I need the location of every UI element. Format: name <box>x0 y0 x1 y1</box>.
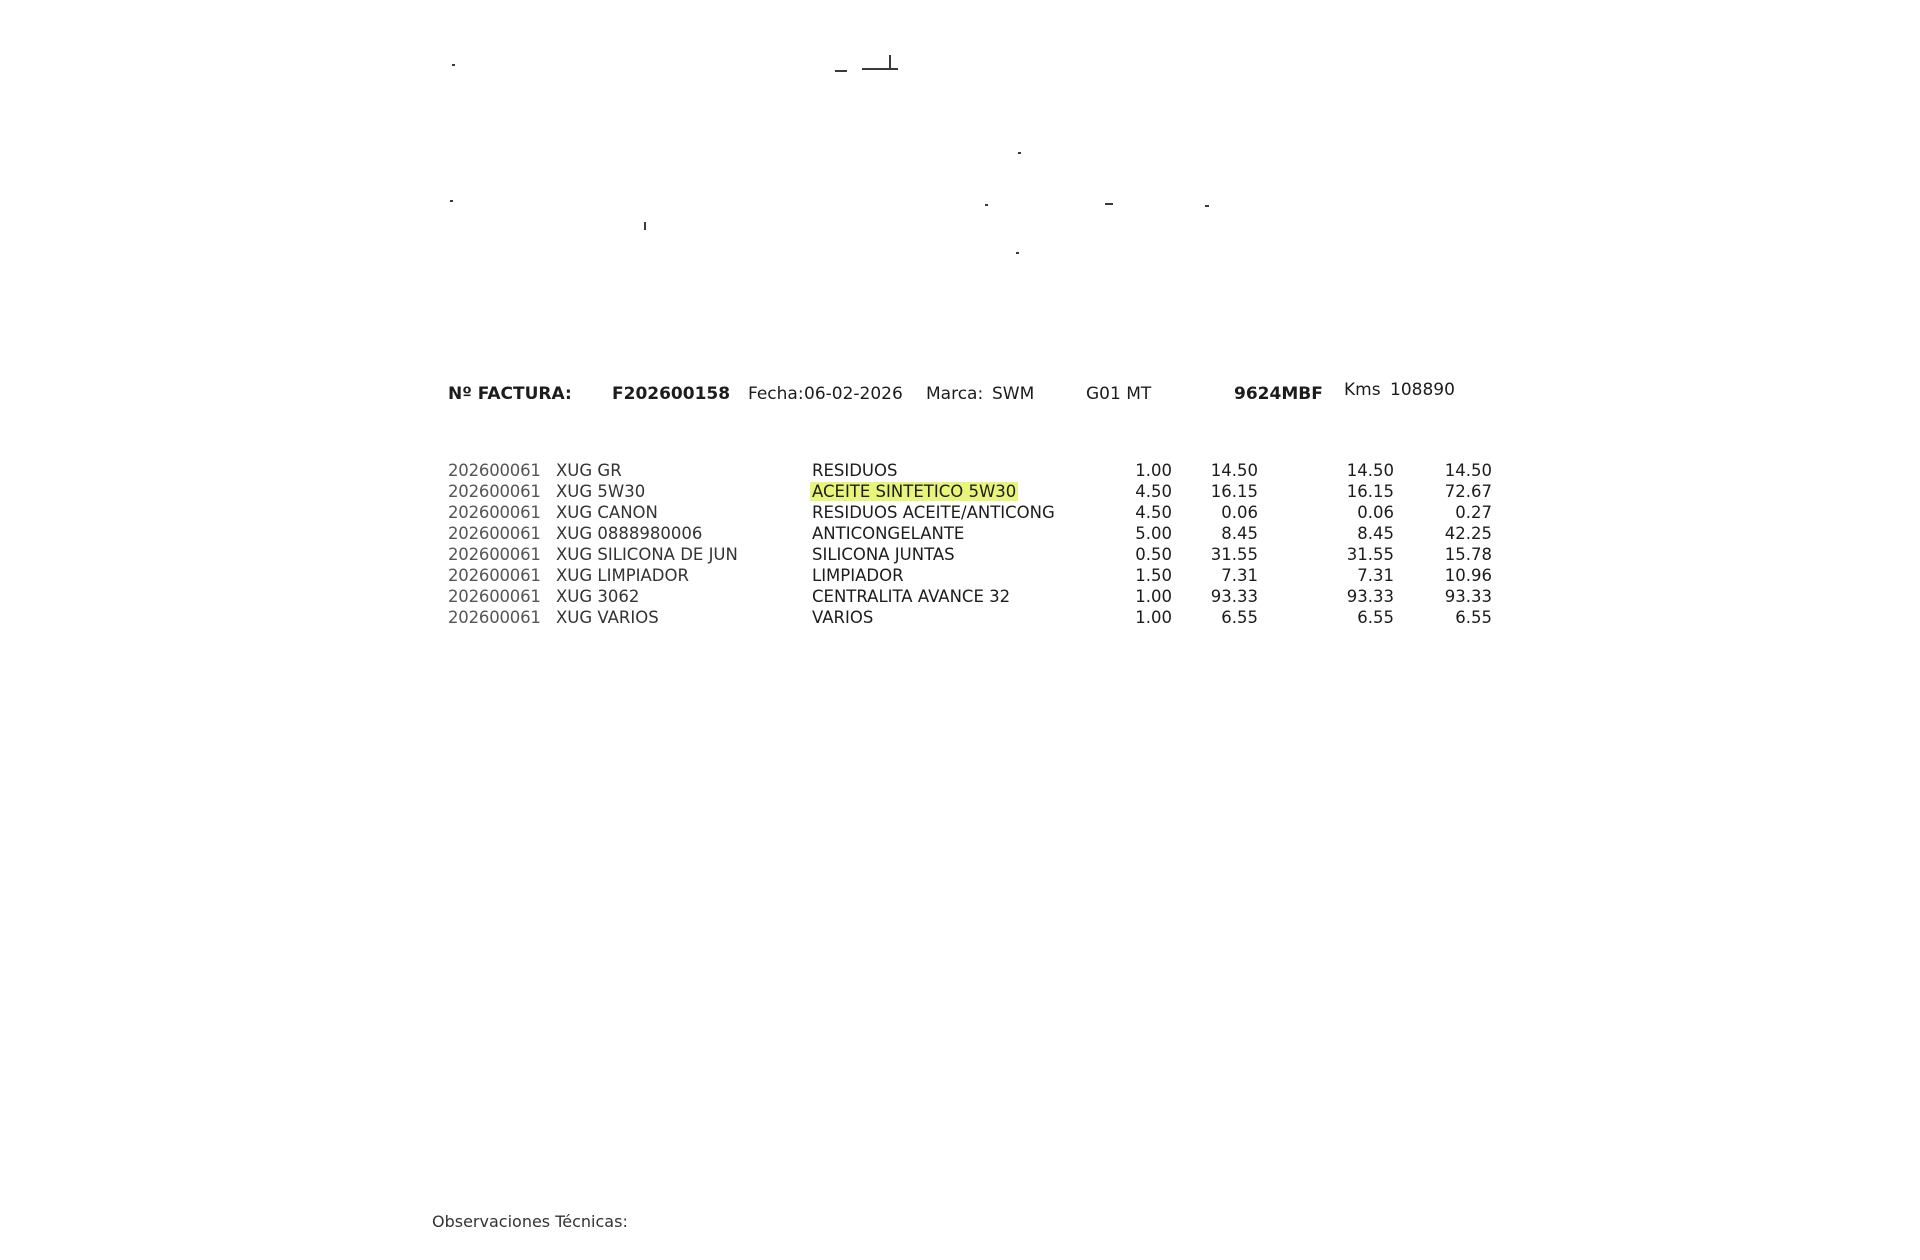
item-quantity: 4.50 <box>1135 482 1172 501</box>
item-total: 14.50 <box>1444 461 1492 480</box>
item-total: 72.67 <box>1444 482 1492 501</box>
item-code: 202600061 <box>448 587 541 606</box>
item-description: LIMPIADOR <box>812 566 904 585</box>
item-net-price: 0.06 <box>1357 503 1394 522</box>
item-net-price: 8.45 <box>1357 524 1394 543</box>
item-net-price: 16.15 <box>1346 482 1394 501</box>
observations-label: Observaciones Técnicas: <box>432 1212 628 1231</box>
item-code: 202600061 <box>448 503 541 522</box>
item-ref: XUG 5W30 <box>556 482 646 501</box>
table-row <box>0 524 1920 545</box>
scan-mark <box>985 204 988 206</box>
item-code: 202600061 <box>448 524 541 543</box>
item-price: 31.55 <box>1210 545 1258 564</box>
scan-mark <box>889 55 891 69</box>
item-net-price: 31.55 <box>1346 545 1394 564</box>
table-row <box>0 566 1920 587</box>
item-code: 202600061 <box>448 608 541 627</box>
item-code: 202600061 <box>448 461 541 480</box>
scan-mark <box>835 70 847 72</box>
item-description: ANTICONGELANTE <box>812 524 965 543</box>
item-ref: XUG 0888980006 <box>556 524 703 543</box>
item-total: 93.33 <box>1444 587 1492 606</box>
item-quantity: 5.00 <box>1135 524 1172 543</box>
item-ref: XUG SILICONA DE JUN <box>556 545 738 564</box>
table-row <box>0 587 1920 608</box>
item-code: 202600061 <box>448 566 541 585</box>
item-ref: XUG LIMPIADOR <box>556 566 689 585</box>
item-net-price: 6.55 <box>1357 608 1394 627</box>
item-code: 202600061 <box>448 482 541 501</box>
scan-mark <box>644 222 646 230</box>
item-description: VARIOS <box>812 608 874 627</box>
table-row <box>0 461 1920 482</box>
table-row <box>0 545 1920 566</box>
item-ref: XUG GR <box>556 461 622 480</box>
item-price: 0.06 <box>1221 503 1258 522</box>
vehicle-plate: 9624MBF <box>1234 384 1323 404</box>
item-ref: XUG VARIOS <box>556 608 659 627</box>
item-price: 14.50 <box>1210 461 1258 480</box>
item-total: 0.27 <box>1455 503 1492 522</box>
item-ref: XUG CANON <box>556 503 658 522</box>
brand-label: Marca: <box>926 384 984 404</box>
item-code: 202600061 <box>448 545 541 564</box>
scan-mark <box>1016 252 1019 254</box>
item-total: 10.96 <box>1444 566 1492 585</box>
item-net-price: 14.50 <box>1346 461 1394 480</box>
invoice-label: Nº FACTURA: <box>448 384 572 404</box>
item-total: 42.25 <box>1444 524 1492 543</box>
kms-label: Kms <box>1344 380 1381 400</box>
scan-mark <box>1105 203 1113 205</box>
vehicle-kms: 108890 <box>1390 380 1455 400</box>
item-price: 93.33 <box>1210 587 1258 606</box>
scan-mark <box>862 68 898 70</box>
item-quantity: 1.00 <box>1135 587 1172 606</box>
item-total: 15.78 <box>1444 545 1492 564</box>
item-description: CENTRALITA AVANCE 32 <box>812 587 1011 606</box>
item-quantity: 4.50 <box>1135 503 1172 522</box>
table-row <box>0 503 1920 524</box>
item-price: 8.45 <box>1221 524 1258 543</box>
item-net-price: 7.31 <box>1357 566 1394 585</box>
item-description: RESIDUOS <box>812 461 898 480</box>
date-label: Fecha: <box>748 384 804 404</box>
item-description: SILICONA JUNTAS <box>812 545 955 564</box>
scan-mark <box>1205 205 1209 207</box>
vehicle-model: G01 MT <box>1086 384 1152 404</box>
item-ref: XUG 3062 <box>556 587 640 606</box>
item-description-highlighted: ACEITE SINTETICO 5W30 <box>812 482 1017 501</box>
item-quantity: 1.00 <box>1135 461 1172 480</box>
scan-mark <box>452 64 455 66</box>
item-net-price: 93.33 <box>1346 587 1394 606</box>
item-quantity: 1.00 <box>1135 608 1172 627</box>
invoice-number: F202600158 <box>612 384 731 404</box>
invoice-date: 06-02-2026 <box>804 384 903 404</box>
table-row <box>0 608 1920 629</box>
table-row <box>0 482 1920 503</box>
item-price: 7.31 <box>1221 566 1258 585</box>
vehicle-brand: SWM <box>992 384 1035 404</box>
item-price: 6.55 <box>1221 608 1258 627</box>
item-description: RESIDUOS ACEITE/ANTICONG <box>812 503 1055 522</box>
item-quantity: 0.50 <box>1135 545 1172 564</box>
scan-mark <box>450 200 453 202</box>
item-quantity: 1.50 <box>1135 566 1172 585</box>
item-price: 16.15 <box>1210 482 1258 501</box>
item-total: 6.55 <box>1455 608 1492 627</box>
scan-mark <box>1018 152 1021 154</box>
